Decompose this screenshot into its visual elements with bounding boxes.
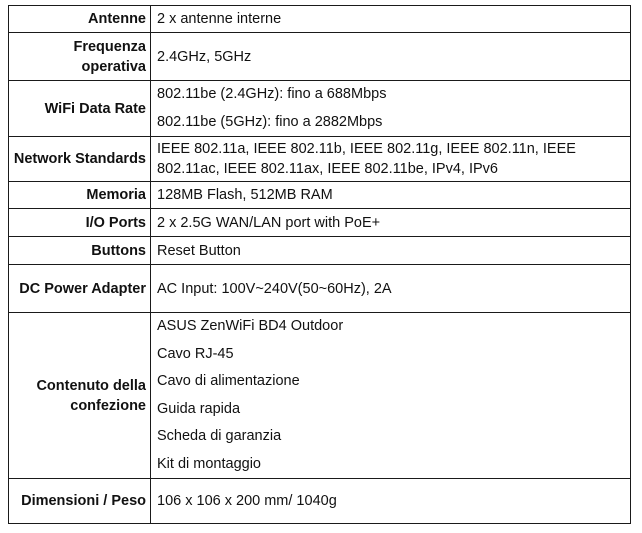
value-line: AC Input: 100V~240V(50~60Hz), 2A (157, 280, 392, 297)
table-row (9, 137, 631, 182)
row-value-memoria (151, 182, 631, 209)
row-label-contenuto-confezione: Contenuto della confezione (9, 313, 151, 479)
row-value-buttons (151, 237, 631, 265)
row-label-dc-power-adapter: DC Power Adapter (9, 265, 151, 313)
table-row (9, 313, 631, 479)
table-row (9, 6, 631, 33)
row-label-wifi-data-rate: WiFi Data Rate (9, 81, 151, 137)
row-label-dimensioni-peso: Dimensioni / Peso (9, 479, 151, 524)
row-value-io-ports (151, 209, 631, 237)
specifications-table (8, 5, 631, 524)
row-value-wifi-data-rate (151, 81, 631, 137)
row-value-frequenza (151, 33, 631, 81)
value-line: 2 x 2.5G WAN/LAN port with PoE+ (157, 214, 381, 231)
value-line: 802.11be (2.4GHz): fino a 688Mbps (157, 86, 387, 102)
row-label-network-standards: Network Standards (9, 137, 151, 182)
value-line: Cavo di alimentazione (157, 373, 300, 389)
row-value-dimensioni-peso (151, 479, 631, 524)
table-row (9, 33, 631, 81)
value-line: Guida rapida (157, 400, 241, 417)
table-row (9, 265, 631, 313)
value-line: 106 x 106 x 200 mm/ 1040g (157, 493, 337, 509)
value-line: Kit di montaggio (157, 455, 261, 472)
value-line: Scheda di garanzia (157, 428, 282, 444)
value-line: 2 x antenne interne (157, 11, 282, 27)
row-label-io-ports: I/O Ports (9, 209, 151, 237)
value-line: ASUS ZenWiFi BD4 Outdoor (157, 318, 344, 334)
value-line: IEEE 802.11a, IEEE 802.11b, IEEE 802.11g, IEEE 802.11n, IEEE 802.11ac, IEEE 802.11ax, IEEE 802.11be, IPv4, IPv6 (157, 141, 576, 177)
value-line: 2.4GHz, 5GHz (157, 48, 252, 65)
table-row (9, 209, 631, 237)
row-label-antenne: Antenne (9, 6, 151, 33)
row-label-buttons: Buttons (9, 237, 151, 265)
value-line: 128MB Flash, 512MB RAM (157, 187, 333, 203)
row-value-dc-power-adapter (151, 265, 631, 313)
value-line: Reset Button (157, 242, 241, 259)
table-row (9, 237, 631, 265)
value-line: Cavo RJ-45 (157, 345, 234, 362)
row-value-antenne (151, 6, 631, 33)
table-row (9, 479, 631, 524)
table-row (9, 182, 631, 209)
row-value-network-standards (151, 137, 631, 182)
row-label-memoria: Memoria (9, 182, 151, 209)
table-row (9, 81, 631, 137)
row-value-contenuto-confezione (151, 313, 631, 479)
row-label-frequenza: Frequenza operativa (9, 33, 151, 81)
value-line: 802.11be (5GHz): fino a 2882Mbps (157, 113, 383, 130)
